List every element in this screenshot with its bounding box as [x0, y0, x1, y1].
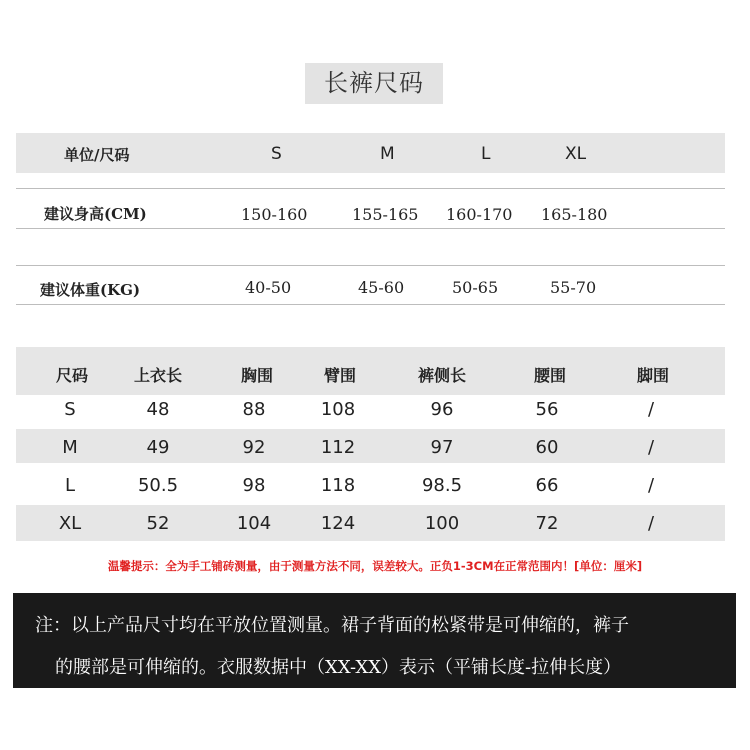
- height-value-xl: 165-180: [541, 205, 608, 224]
- size-header-l: L: [481, 144, 491, 164]
- cell-top-length: 52: [146, 513, 170, 534]
- col-header-hem: 脚围: [636, 366, 669, 385]
- row-divider: [16, 265, 725, 266]
- col-header-chest: 胸围: [240, 366, 273, 385]
- size-header-xl: XL: [565, 144, 587, 164]
- measurement-tip: 温馨提示：全为手工铺砖测量，由于测量方法不同，误差较大。正负1-3CM在正常范围内！[单位：厘米]: [107, 559, 643, 573]
- cell-chest: 98: [242, 475, 266, 496]
- cell-hem: /: [647, 513, 655, 534]
- weight-value-m: 45-60: [358, 278, 405, 297]
- measure-row-band: [16, 505, 725, 541]
- cell-size: S: [64, 399, 76, 420]
- chart-title: 长裤尺码: [305, 63, 443, 104]
- cell-pants-length: 100: [424, 513, 460, 534]
- measure-header-band: [16, 347, 725, 395]
- cell-arm: 118: [320, 475, 356, 496]
- row-divider: [16, 304, 725, 305]
- cell-pants-length: 97: [430, 437, 454, 458]
- height-value-m: 155-165: [352, 205, 419, 224]
- cell-hem: /: [647, 437, 655, 458]
- cell-pants-length: 96: [430, 399, 454, 420]
- cell-hem: /: [647, 399, 655, 420]
- weight-row-label: 建议体重(KG): [40, 281, 141, 299]
- notice-line-1: 注：以上产品尺寸均在平放位置测量。裙子背面的松紧带是可伸缩的，裤子: [35, 615, 629, 636]
- col-header-waist: 腰围: [533, 366, 566, 385]
- cell-waist: 72: [535, 513, 559, 534]
- col-header-pants-length: 裤侧长: [417, 366, 466, 385]
- cell-size: M: [62, 437, 78, 458]
- cell-arm: 124: [320, 513, 356, 534]
- cell-waist: 56: [535, 399, 559, 420]
- cell-waist: 66: [535, 475, 559, 496]
- size-header-m: M: [380, 144, 395, 164]
- height-row-label: 建议身高(CM): [44, 205, 147, 223]
- size-header-s: S: [271, 144, 282, 164]
- cell-hem: /: [647, 475, 655, 496]
- measure-row-band: [16, 429, 725, 463]
- unit-size-label: 单位/尺码: [64, 146, 130, 164]
- col-header-top-length: 上衣长: [133, 366, 182, 385]
- col-header-arm: 臂围: [323, 366, 356, 385]
- cell-waist: 60: [535, 437, 559, 458]
- cell-size: L: [64, 475, 76, 496]
- weight-value-l: 50-65: [452, 278, 499, 297]
- notice-box: [13, 593, 736, 688]
- cell-chest: 88: [242, 399, 266, 420]
- cell-top-length: 48: [146, 399, 170, 420]
- weight-value-xl: 55-70: [550, 278, 597, 297]
- height-value-l: 160-170: [446, 205, 513, 224]
- cell-chest: 92: [242, 437, 266, 458]
- row-divider: [16, 188, 725, 189]
- weight-value-s: 40-50: [245, 278, 292, 297]
- cell-pants-length: 98.5: [421, 475, 463, 496]
- row-divider: [16, 228, 725, 229]
- notice-line-2: 的腰部是可伸缩的。衣服数据中（XX-XX）表示（平铺长度-拉伸长度）: [55, 657, 622, 678]
- cell-top-length: 49: [146, 437, 170, 458]
- cell-top-length: 50.5: [137, 475, 179, 496]
- cell-arm: 108: [320, 399, 356, 420]
- col-header-size: 尺码: [55, 366, 88, 385]
- height-value-s: 150-160: [241, 205, 308, 224]
- cell-size: XL: [58, 513, 82, 534]
- cell-arm: 112: [320, 437, 356, 458]
- cell-chest: 104: [236, 513, 272, 534]
